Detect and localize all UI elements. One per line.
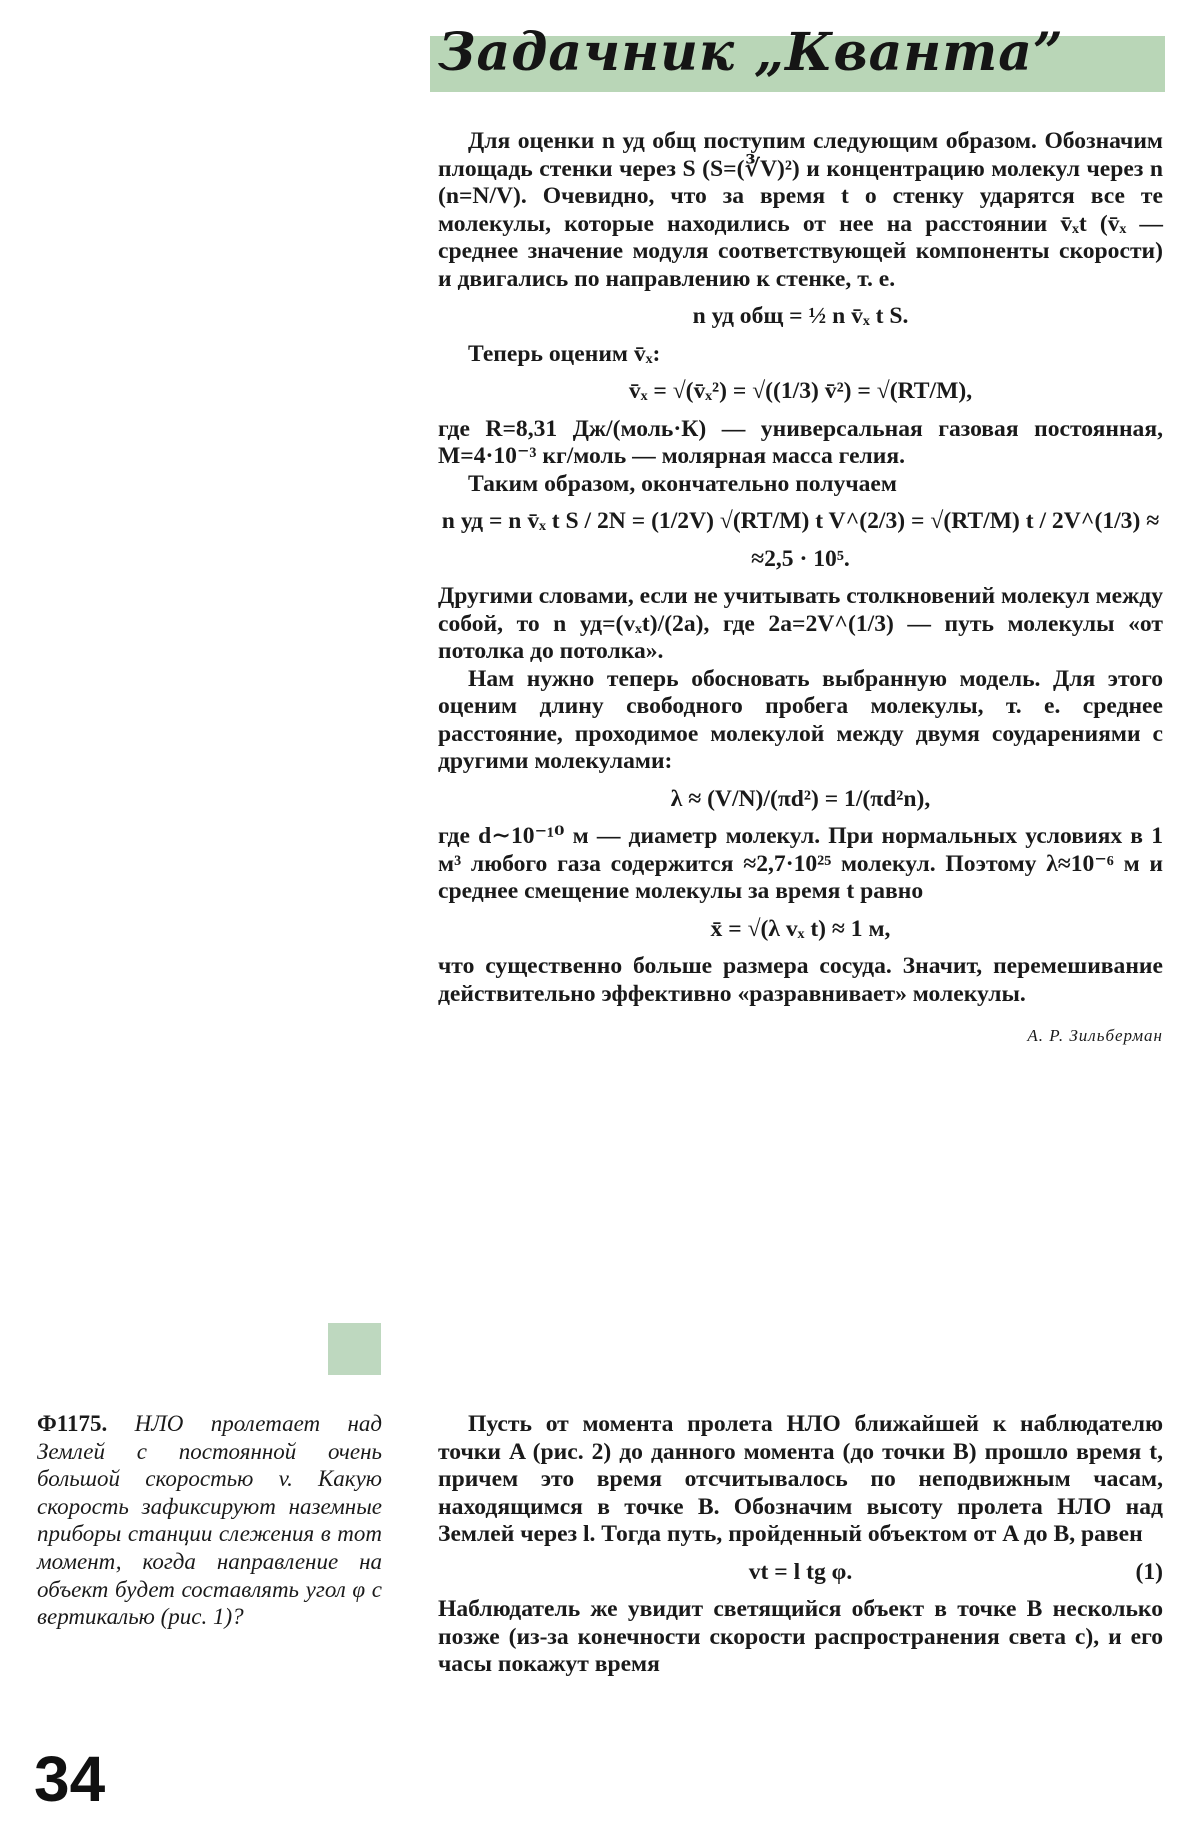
author-signature: А. Р. Зильберман	[1027, 1026, 1163, 1045]
paragraph: Нам нужно теперь обосновать выбранную модель. Для этого оценим длину свободного пробега молекулы, т. е. среднее расстояние, проходимое молекулой между двумя соударениями с другими молекулами:	[438, 665, 1163, 774]
equation: x̄ = √(λ vₓ t) ≈ 1 м,	[710, 915, 891, 942]
decorative-square	[328, 1323, 381, 1375]
equation: v̄ₓ = √(v̄ₓ²) = √((1/3) v̄²) = √(RT/M),	[628, 378, 973, 404]
page-number: 34	[34, 1743, 106, 1815]
equation: λ ≈ (V/N)/(πd²) = 1/(πd²n),	[670, 785, 931, 812]
equation: ≈2,5 · 10⁵.	[751, 545, 850, 572]
paragraph: Наблюдатель же увидит светящийся объект в точке B несколько позже (из-за конечности скорости распространения света c), и его часы покажут время	[438, 1596, 1163, 1677]
paragraph: Пусть от момента пролета НЛО ближайшей к наблюдателю точки A (рис. 2) до данного момента (до точки B) прошло время t, причем это время отсчитывалось по неподвижным часам, находящимся в точке B. Обозначим высоту пролета НЛО над Землей через l. Тогда путь, пройденный объектом от A до B, равен	[438, 1411, 1163, 1547]
equation-row	[438, 1559, 1163, 1587]
equation: n уд общ = ½ n v̄ₓ t S.	[692, 303, 909, 329]
paragraph: Теперь оценим v̄ₓ:	[468, 340, 661, 367]
equation-number: (1)	[1135, 1558, 1163, 1585]
paragraph: где R=8,31 Дж/(моль·К) — универсальная газовая постоянная, M=4·10⁻³ кг/моль — молярная масса гелия.	[438, 415, 1163, 469]
paragraph: Другими словами, если не учитывать столкновений молекул между собой, то n уд=(vₓt)/(2a), где 2a=2V^(1/3) — путь молекулы «от потолка до потолка».	[438, 583, 1163, 664]
section-title: Задачник „Кванта”	[438, 22, 1064, 83]
paragraph: Таким образом, окончательно получаем	[468, 470, 897, 497]
problem-statement	[37, 1410, 382, 1631]
equation: vt = l tg φ.	[748, 1558, 853, 1585]
problem-code: Ф1175.	[37, 1411, 108, 1436]
paragraph: где d∼10⁻¹⁰ м — диаметр молекул. При нормальных условиях в 1 м³ любого газа содержится ≈2,7·10²⁵ молекул. Поэтому λ≈10⁻⁶ м и среднее смещение молекулы за время t равно	[438, 823, 1163, 904]
paragraph: Для оценки n уд общ поступим следующим образом. Обозначим площадь стенки через S (S=(∛V)²) и концентрацию молекул через n (n=N/V). Очевидно, что за время t о стенку ударятся все те молекулы, которые находились от нее на расстоянии v̄ₓt (v̄ₓ — среднее значение модуля соответствующей компоненты скорости) и двигались по направлению к стенке, т. е.	[438, 128, 1163, 292]
article-body	[438, 128, 1163, 1050]
paragraph: что существенно больше размера сосуда. Значит, перемешивание действительно эффективно «разравнивает» молекулы.	[438, 953, 1163, 1007]
equation: n уд = n v̄ₓ t S / 2N = (1/2V) √(RT/M) t V^(2/3) = √(RT/M) t / 2V^(1/3) ≈	[441, 508, 1160, 534]
solution-body	[438, 1411, 1163, 1679]
problem-text: НЛО пролетает над Землей с постоянной очень большой скоростью v. Какую скорость зафиксируют наземные приборы станции слежения в тот момент, когда направление на объект будет составлять угол φ с вертикалью (рис. 1)?	[37, 1411, 382, 1630]
